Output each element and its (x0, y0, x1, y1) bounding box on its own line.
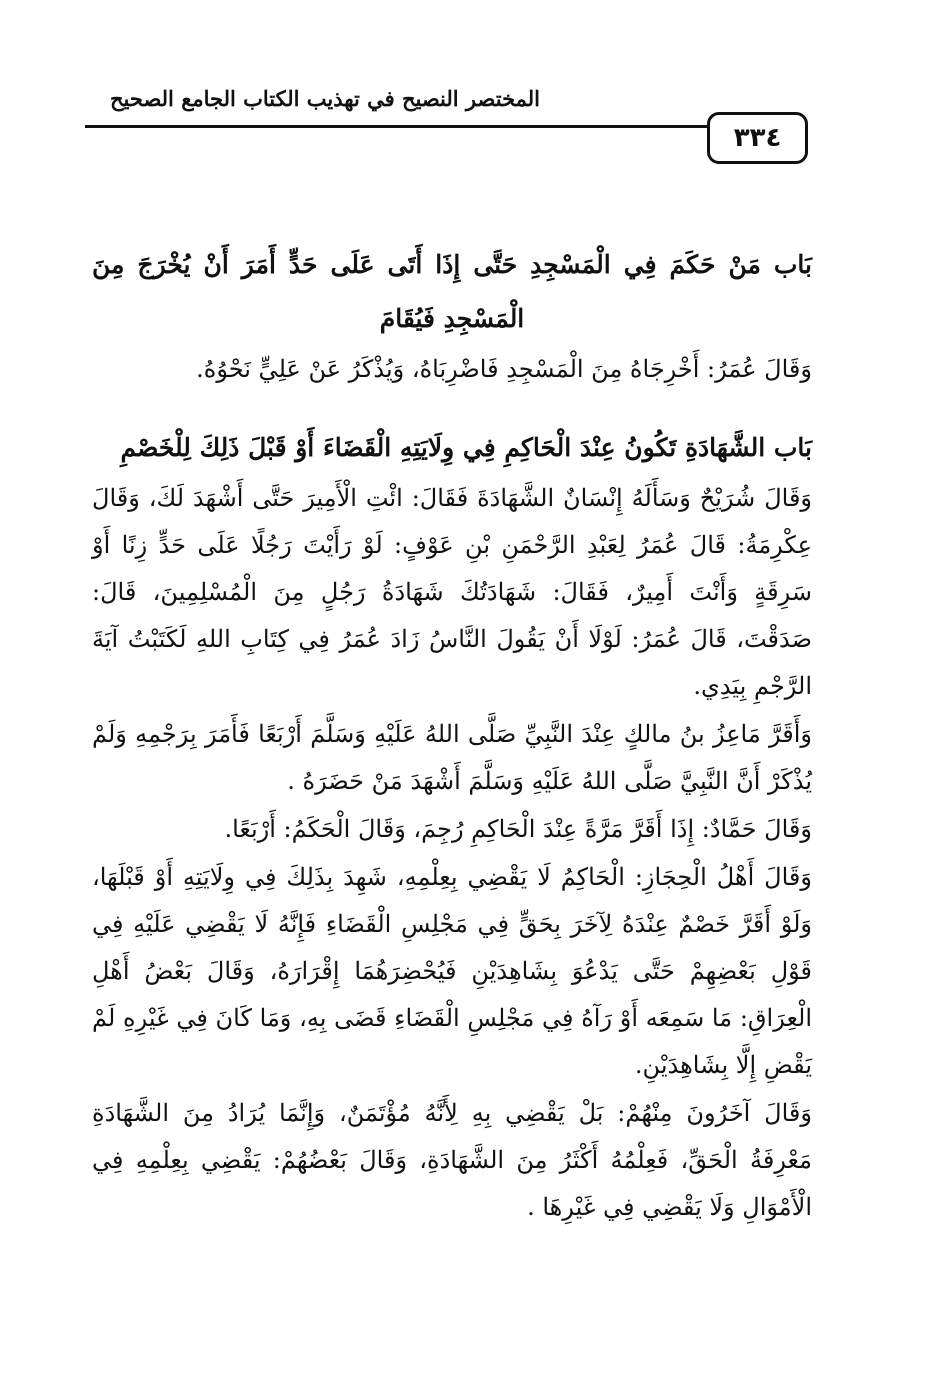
running-title: المختصر النصيح في تهذيب الكتاب الجامع الصحيح (110, 86, 540, 111)
section-heading-2: بَاب الشَّهَادَةِ تَكُونُ عِنْدَ الْحَاكِمِ فِي وِلَايَتِهِ الْقَضَاءَ أَوْ قَبْلَ ذَلِكَ لِلْخَصْمِ (120, 433, 812, 462)
paragraph: وَأَقَرَّ مَاعِزُ بنُ مالكٍ عِنْدَ النَّبِيِّ صَلَّى اللهُ عَلَيْهِ وَسَلَّمَ أَرْبَعًا فَأَمَرَ بِرَجْمِهِ وَلَمْ يُذْكَرْ أَنَّ النَّبِيَّ صَلَّى اللهُ عَلَيْهِ وَسَلَّمَ أَشْهَدَ مَنْ حَضَرَهُ . (92, 720, 812, 795)
paragraph: وَقَالَ شُرَيْحٌ وَسَأَلَهُ إِنْسَانٌ الشَّهَادَةَ فَقَالَ: ائْتِ الْأَمِيرَ حَتَّى أَشْهَدَ لَكَ، وَقَالَ عِكْرِمَةُ: قَالَ عُمَرُ لِعَبْدِ الرَّحْمَنِ بْنِ عَوْفٍ: لَوْ رَأَيْتَ رَجُلًا عَلَى حَدٍّ زِنًا أَوْ سَرِقَةٍ وَأَنْتَ أَمِيرٌ، فَقَالَ: شَهَادَتُكَ شَهَادَةُ رَجُلٍ مِنَ الْمُسْلِمِينَ، قَالَ: صَدَقْتَ، قَالَ عُمَرُ: لَوْلَا أَنْ يَقُولَ النَّاسُ زَادَ عُمَرُ فِي كِتَابِ اللهِ لَكَتَبْتُ آيَةَ الرَّجْمِ بِيَدِي. (92, 484, 812, 700)
paragraph: وَقَالَ حَمَّادٌ: إِذَا أَقَرَّ مَرَّةً عِنْدَ الْحَاكِمِ رُجِمَ، وَقَالَ الْحَكَمُ: أَرْبَعًا. (224, 815, 812, 843)
page-number: ٣٣٤ (707, 112, 808, 164)
paragraph: وَقَالَ آخَرُونَ مِنْهُمْ: بَلْ يَقْضِي بِهِ لِأَنَّهُ مُؤْتَمَنٌ، وَإِنَّمَا يُرَادُ مِنَ الشَّهَادَةِ مَعْرِفَةُ الْحَقِّ، فَعِلْمُهُ أَكْثَرُ مِنَ الشَّهَادَةِ، وَقَالَ بَعْضُهُمْ: يَقْضِي بِعِلْمِهِ فِي الْأَمْوَالِ وَلَا يَقْضِي فِي غَيْرِهَا . (92, 1099, 812, 1221)
body-text (92, 238, 812, 1231)
section-heading-1: بَاب مَنْ حَكَمَ فِي الْمَسْجِدِ حَتَّى إِذَا أَتَى عَلَى حَدٍّ أَمَرَ أَنْ يُخْرَجَ مِنَ الْمَسْجِدِ فَيُقَامَ (92, 250, 812, 333)
paragraph: وَقَالَ عُمَرُ: أَخْرِجَاهُ مِنَ الْمَسْجِدِ فَاضْرِبَاهُ، وَيُذْكَرُ عَنْ عَلِيٍّ نَحْوُهُ. (196, 355, 812, 383)
header-rule (85, 125, 707, 128)
paragraph: وَقَالَ أَهْلُ الْحِجَازِ: الْحَاكِمُ لَا يَقْضِي بِعِلْمِهِ، شَهِدَ بِذَلِكَ فِي وِلَايَتِهِ أَوْ قَبْلَهَا، وَلَوْ أَقَرَّ خَصْمٌ عِنْدَهُ لِآخَرَ بِحَقٍّ فِي مَجْلِسِ الْقَضَاءِ فَإِنَّهُ لَا يَقْضِي عَلَيْهِ فِي قَوْلِ بَعْضِهِمْ حَتَّى يَدْعُوَ بِشَاهِدَيْنِ فَيُحْضِرَهُمَا إِقْرَارَهُ، وَقَالَ بَعْضُ أَهْلِ الْعِرَاقِ: مَا سَمِعَه أَوْ رَآهُ فِي مَجْلِسِ الْقَضَاءِ قَضَى بِهِ، وَمَا كَانَ فِي غَيْرِهِ لَمْ يَقْضِ إِلَّا بِشَاهِدَيْنِ. (92, 863, 813, 1079)
